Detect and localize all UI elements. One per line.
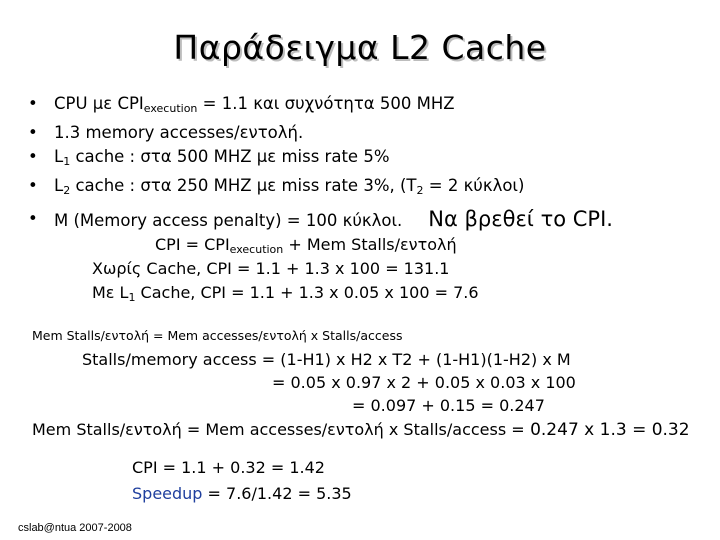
mem-stalls-definition: Mem Stalls/εντολή = Mem accesses/εντολή x Stalls/access	[32, 328, 403, 343]
bullet-dot: •	[28, 123, 38, 142]
bullet-text: M (Memory access penalty) = 100 κύκλοι.	[54, 211, 403, 230]
bullet-text: = 1.1 και συχνότητα 500 MHZ	[197, 94, 455, 113]
cpi-formula	[155, 235, 457, 256]
formula-text: CPI = CPI	[155, 235, 230, 254]
speedup-value: = 7.6/1.42 = 5.35	[202, 484, 352, 503]
bullet-text: cache : στα 500 MHZ με miss rate 5%	[70, 147, 390, 166]
bullet-memory-accesses	[28, 121, 613, 145]
speedup-line	[132, 484, 352, 503]
slide-title: Παράδειγμα L2 Cache	[173, 28, 547, 67]
subscript: 1	[128, 291, 136, 304]
formula-result: 0.247 x 1.3 = 0.32	[524, 420, 690, 440]
bullet-text: 1.3 memory accesses/εντολή.	[54, 123, 304, 142]
bullet-dot: •	[28, 176, 38, 195]
cpi-no-cache: Χωρίς Cache, CPI = 1.1 + 1.3 x 100 = 131.1	[92, 259, 450, 278]
formula-text: Mem Stalls/εντολή = Mem accesses/εντολή x Stalls/access =	[32, 420, 525, 439]
footer: cslab@ntua 2007-2008	[18, 522, 132, 534]
bullet-dot: •	[28, 147, 38, 166]
subscript: execution	[143, 102, 198, 115]
stalls-calc-2: = 0.097 + 0.15 = 0.247	[352, 396, 545, 415]
bullet-list	[28, 92, 613, 233]
bullet-text: = 2 κύκλοι)	[423, 176, 525, 195]
formula-text: Με L	[92, 283, 129, 302]
bullet-cpu	[28, 92, 613, 121]
bullet-text: CPU με CPI	[54, 94, 144, 113]
bullet-dot: •	[28, 94, 38, 113]
cpi-with-l1	[92, 283, 479, 304]
formula-text: Cache, CPI = 1.1 + 1.3 x 0.05 x 100 = 7.6	[135, 283, 479, 302]
bullet-dot: •	[28, 209, 38, 228]
bullet-text: L	[54, 147, 64, 166]
bullet-l1-cache	[28, 145, 613, 174]
speedup-label: Speedup	[132, 484, 203, 503]
stalls-calc-1: = 0.05 x 0.97 x 2 + 0.05 x 0.03 x 100	[272, 373, 576, 392]
bullet-memory-penalty	[28, 207, 613, 233]
mem-stalls-final	[32, 420, 690, 440]
bullet-l2-cache	[28, 174, 613, 203]
subscript: execution	[229, 243, 284, 256]
subscript: 2	[63, 184, 71, 197]
subscript: 2	[416, 184, 424, 197]
bullet-text: cache : στα 250 MHZ με miss rate 3%, (T	[70, 176, 417, 195]
task-statement: Να βρεθεί το CPI.	[428, 207, 613, 231]
stalls-per-access-formula: Stalls/memory access = (1-H1) x H2 x T2 + (1-H1)(1-H2) x M	[82, 350, 571, 369]
final-cpi: CPI = 1.1 + 0.32 = 1.42	[132, 458, 325, 477]
subscript: 1	[63, 155, 71, 168]
bullet-text: L	[54, 176, 64, 195]
formula-text: + Mem Stalls/εντολή	[283, 235, 457, 254]
